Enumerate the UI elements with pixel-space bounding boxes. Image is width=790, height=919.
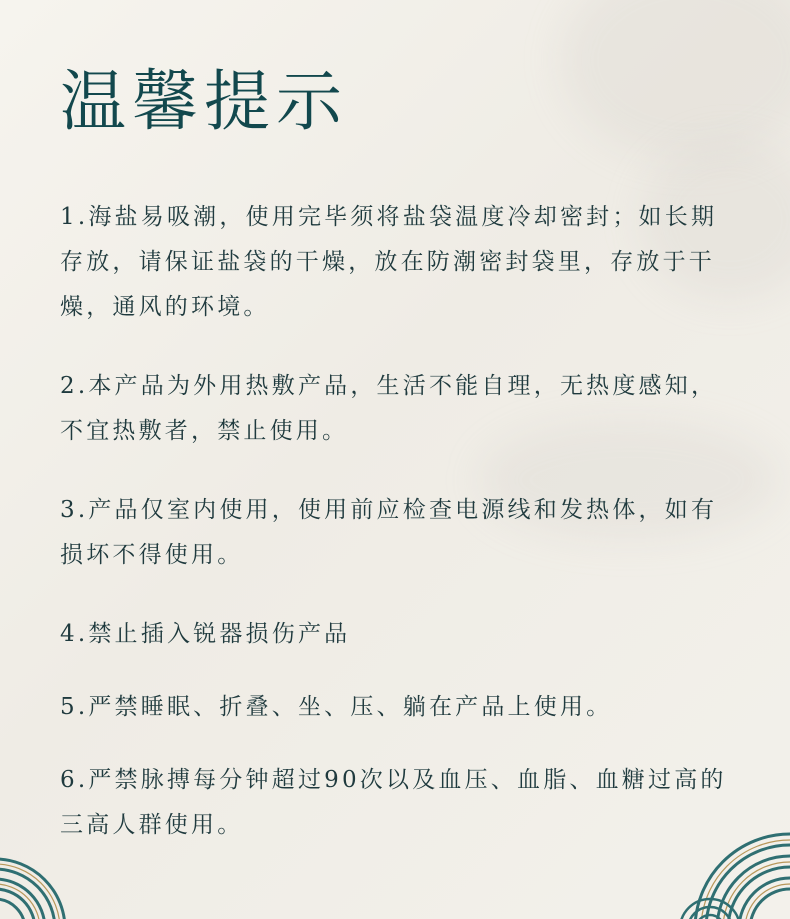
wave-decoration-left [0, 819, 70, 919]
tip-item: 4.禁止插入锐器损伤产品 [60, 621, 351, 647]
tip-item: 3.产品仅室内使用，使用前应检查电源线和发热体，如有损坏不得使用。 [60, 497, 718, 568]
wave-decoration-right [680, 809, 790, 919]
tip-item: 1.海盐易吸潮，使用完毕须将盐袋温度冷却密封；如长期存放，请保证盐袋的干燥，放在防潮密封袋里，存放于干燥，通风的环境。 [60, 204, 718, 320]
page-title: 温馨提示 [60, 63, 348, 140]
background-shadow [560, 0, 790, 160]
tip-item: 5.严禁睡眠、折叠、坐、压、躺在产品上使用。 [60, 694, 613, 720]
tip-item: 2.本产品为外用热敷产品，生活不能自理，无热度感知，不宜热敷者，禁止使用。 [60, 373, 718, 444]
tip-item: 6.严禁脉搏每分钟超过90次以及血压、血脂、血糖过高的三高人群使用。 [60, 767, 727, 838]
tips-list [60, 195, 740, 882]
